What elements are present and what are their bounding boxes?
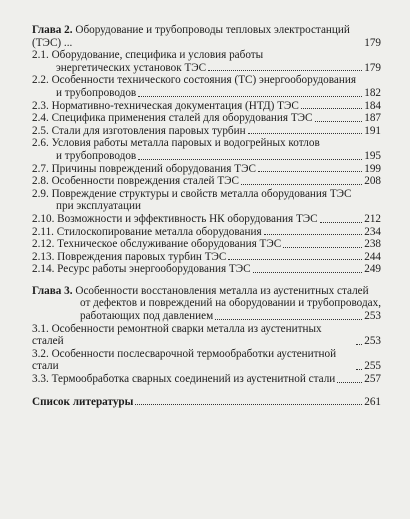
- toc-entry-number: 2.9.: [32, 187, 49, 200]
- dot-leader: [320, 221, 363, 223]
- toc-entry-text: [32, 49, 381, 62]
- toc-entry-title: Специфика применения сталей для оборудования ТЭС: [51, 112, 313, 125]
- toc-entry-number: 3.2.: [32, 347, 49, 360]
- toc-entry-title: Техническое обслуживание оборудования ТЭС: [57, 238, 282, 251]
- dot-leader: [135, 403, 362, 405]
- chapter-2-title: Оборудование и трубопроводы тепловых электростанций (ТЭС) ...: [32, 24, 350, 49]
- toc-entry-page: 257: [364, 373, 381, 386]
- toc-entry-2-14: [0, 263, 381, 276]
- toc-entry-title: Стали для изготовления паровых турбин: [51, 124, 246, 137]
- toc-entry-title: Нормативно-техническая документация (НТД) ТЭС: [51, 99, 299, 112]
- toc-entry-number: 3.3.: [32, 373, 49, 386]
- toc-entry-title-cont: энергетических установок ТЭС: [56, 61, 207, 74]
- toc-entry-2-5: [0, 125, 381, 138]
- chapter-3-page: 253: [364, 310, 381, 323]
- toc-entry-page: 253: [364, 335, 381, 348]
- dot-leader: [228, 258, 362, 260]
- toc-entry-title: Стилоскопирование металла оборудования: [56, 225, 262, 238]
- chapter-2-entry: [0, 24, 381, 49]
- toc-entry-title: Повреждение структуры и свойств металла оборудования ТЭС: [51, 187, 352, 200]
- bibliography-label: Список литературы: [32, 395, 134, 408]
- toc-entry-number: 2.6.: [32, 137, 49, 150]
- toc-entry-title-cont: и трубопроводов: [56, 86, 137, 99]
- toc-entry-title: Особенности послесварочной термообработки аустенитной стали: [32, 347, 337, 373]
- toc-entry-2-3: [0, 100, 381, 113]
- dot-leader: [248, 132, 363, 134]
- toc-entry-2-10: [0, 213, 381, 226]
- toc-entry-number: 2.8.: [32, 175, 49, 188]
- toc-entry-number: 2.10.: [32, 212, 55, 225]
- toc-entry-2-7: [0, 163, 381, 176]
- dot-leader: [215, 318, 362, 320]
- dot-leader: [356, 368, 362, 370]
- toc-entry-title: Особенности повреждения сталей ТЭС: [51, 175, 240, 188]
- toc-entry-3-2: [0, 348, 381, 373]
- dot-leader: [138, 95, 362, 97]
- toc-entry-2-4: [0, 112, 381, 125]
- chapter-2-page: 179: [364, 36, 381, 49]
- toc-entry-title-cont: при эксплуатации: [56, 200, 141, 213]
- toc-entry-number: 2.1.: [32, 49, 49, 62]
- toc-entry-number: 2.14.: [32, 263, 55, 276]
- toc-entry-2-8: [0, 175, 381, 188]
- toc-entry-page: 238: [364, 238, 381, 251]
- dot-leader: [264, 233, 363, 235]
- toc-entry-title: Оборудование, специфика и условия работы: [51, 49, 264, 62]
- toc-entry-number: 2.5.: [32, 124, 49, 137]
- dot-leader: [241, 183, 362, 185]
- dot-leader: [337, 381, 362, 383]
- toc-entry-title: Возможности и эффективность НК оборудования ТЭС: [57, 212, 318, 225]
- toc-entry-title: Повреждения паровых турбин ТЭС: [57, 250, 227, 263]
- toc-entry-2-13: [0, 251, 381, 264]
- toc-entry-number: 3.1.: [32, 322, 49, 335]
- toc-entry-title-cont: и трубопроводов: [56, 149, 137, 162]
- dot-leader: [301, 107, 362, 109]
- toc-entry-page: 184: [364, 99, 381, 112]
- toc-entry-number: 2.7.: [32, 162, 49, 175]
- toc-entry-page: 212: [364, 212, 381, 225]
- chapter-2-label: Глава 2.: [32, 24, 73, 36]
- dot-leader: [283, 246, 362, 248]
- chapter-3-title-cont: от дефектов и повреждений на оборудовании и трубопроводах,: [80, 297, 381, 310]
- toc-entry-page: 234: [364, 225, 381, 238]
- toc-entry-number: 2.13.: [32, 250, 55, 263]
- toc-entry-page: 208: [364, 175, 381, 188]
- toc-entry-page: 182: [364, 86, 381, 99]
- toc-entry-page: 195: [364, 149, 381, 162]
- toc-entry-number: 2.3.: [32, 99, 49, 112]
- chapter-3-title: Особенности восстановления металла из аустенитных сталей: [75, 284, 369, 297]
- toc-entry-page: 249: [364, 263, 381, 276]
- toc-entry-2-2: [0, 74, 381, 99]
- toc-entry-page: 199: [364, 162, 381, 175]
- toc-entry-title: Ресурс работы энергооборудования ТЭС: [57, 263, 251, 276]
- toc-entry-number: 2.4.: [32, 112, 49, 125]
- toc-entry-2-12: [0, 238, 381, 251]
- bibliography-entry: [0, 396, 381, 409]
- bibliography-page: 261: [364, 395, 381, 408]
- dot-leader: [315, 120, 363, 122]
- chapter-3-entry: [0, 285, 381, 323]
- table-of-contents: [0, 24, 410, 408]
- toc-entry-page: 244: [364, 250, 381, 263]
- toc-entry-title: Особенности технического состояния (ТС) энергооборудования: [51, 74, 356, 87]
- toc-entry-page: 187: [364, 112, 381, 125]
- toc-entry-2-9: [0, 188, 381, 213]
- toc-entry-2-1: [0, 49, 381, 74]
- toc-entry-title: Особенности ремонтной сварки металла из аустенитных сталей: [32, 322, 322, 348]
- toc-entry-title: Условия работы металла паровых и водогрейных котлов: [51, 137, 320, 150]
- dot-leader: [258, 170, 362, 172]
- dot-leader: [253, 271, 363, 273]
- toc-entry-number: 2.2.: [32, 74, 49, 87]
- dot-leader: [138, 158, 362, 160]
- toc-entry-2-6: [0, 137, 381, 162]
- toc-entry-title: Причины повреждений оборудования ТЭС: [51, 162, 256, 175]
- dot-leader: [208, 69, 362, 71]
- toc-entry-page: 179: [364, 61, 381, 74]
- chapter-3-title-cont: работающих под давлением: [80, 310, 214, 323]
- toc-entry-number: 2.12.: [32, 238, 55, 251]
- toc-entry-page: 191: [364, 124, 381, 137]
- toc-entry-3-1: [0, 323, 381, 348]
- toc-entry-page: 255: [364, 360, 381, 373]
- toc-entry-2-11: [0, 226, 381, 239]
- chapter-3-label: Глава 3.: [32, 284, 73, 297]
- toc-entry-3-3: [0, 373, 381, 386]
- toc-entry-number: 2.11.: [32, 225, 54, 238]
- toc-entry-title: Термообработка сварных соединений из аустенитной стали: [51, 373, 336, 386]
- dot-leader: [356, 343, 362, 345]
